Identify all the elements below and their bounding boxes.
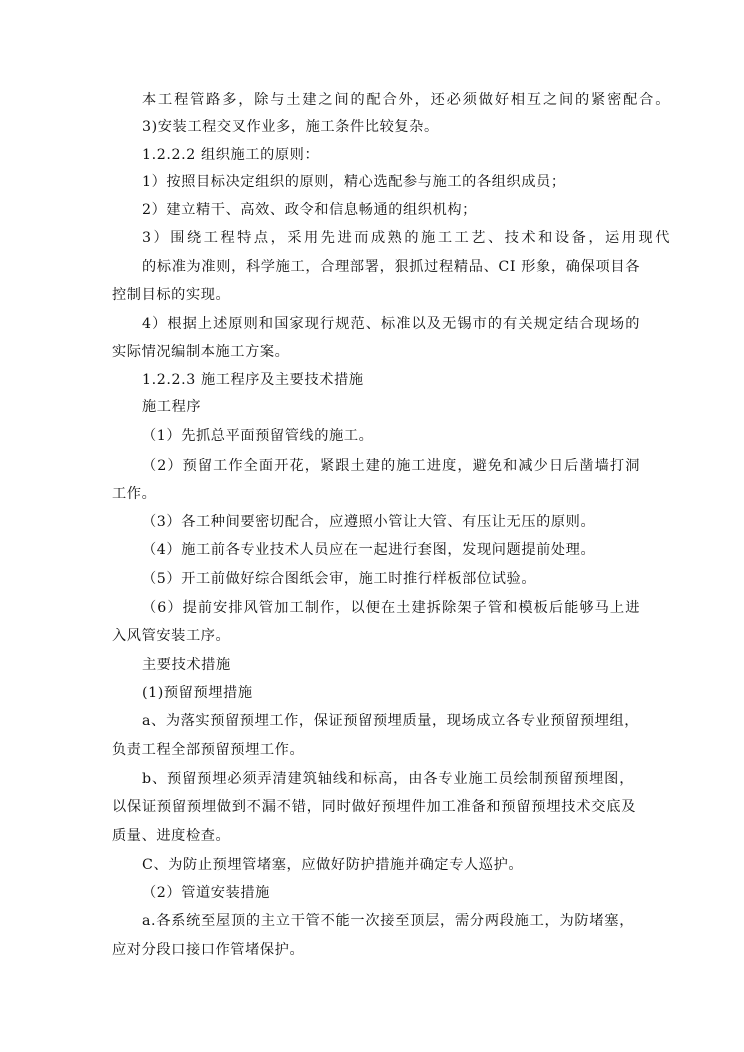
section-heading: 1.2.2.3 施工程序及主要技术措施 [142,372,364,388]
section-heading: 1.2.2.2 组织施工的原则： [142,147,320,163]
list-item: （2）预留工作全面开花，紧跟土建的施工进度，避免和减少日后凿墙打洞 [142,458,640,474]
list-item: （5）开工前做好综合图纸会审，施工时推行样板部位试验。 [142,571,537,587]
subheading: （2）管道安装措施 [142,885,270,901]
subheading: (1)预留预埋措施 [142,685,253,701]
list-item: （6）提前安排风管加工制作，以便在土建拆除架子管和模板后能够马上进 [142,600,640,616]
text-line: 本工程管路多，除与土建之间的配合外，还必须做好相互之间的紧密配合。 [142,92,670,108]
text-line: 3）围绕工程特点，采用先进而成熟的施工工艺、技术和设备，运用现代 [142,230,670,246]
text-line: a、为落实预留预埋工作，保证预留预埋质量，现场成立各专业预留预埋组， [142,713,640,729]
text-line: 应对分段口接口作管堵保护。 [112,942,305,958]
text-line: 以保证预留预埋做到不漏不错，同时做好预埋件加工准备和预留预埋技术交底及 [112,799,636,815]
list-item: （1）先抓总平面预留管线的施工。 [142,428,374,444]
text-line: 工作。 [112,486,157,502]
text-line: a.各系统至屋顶的主立干管不能一次接至顶层，需分两段施工，为防堵塞， [142,913,634,929]
text-line: 4）根据上述原则和国家现行规范、标准以及无锡市的有关规定结合现场的 [142,316,640,332]
text-line: 控制目标的实现。 [112,287,231,303]
text-line: C、为防止预埋管堵塞，应做好防护措施并确定专人巡护。 [142,857,524,873]
text-line: 入风管安装工序。 [112,628,231,644]
list-item: （4）施工前各专业技术人员应在一起进行套图，发现问题提前处理。 [142,542,596,558]
text-line: 1）按照目标决定组织的原则，精心选配参与施工的各组织成员； [142,174,566,190]
text-line: 2）建立精干、高效、政令和信息畅通的组织机构； [142,202,477,218]
text-line: b、预留预埋必须弄清建筑轴线和标高，由各专业施工员绘制预留预埋图， [142,771,634,787]
text-line: 3)安装工程交叉作业多，施工条件比较复杂。 [142,119,439,135]
text-line: 负责工程全部预留预埋工作。 [112,742,305,758]
text-line: 实际情况编制本施工方案。 [112,344,290,360]
subheading: 施工程序 [142,399,202,415]
text-line: 质量、进度检查。 [112,828,231,844]
text-line: 的标准为准则，科学施工，合理部署，狠抓过程精品、CI 形象，确保项目各 [142,259,640,275]
subheading: 主要技术措施 [142,657,231,673]
list-item: （3）各工种间要密切配合，应遵照小管让大管、有压让无压的原则。 [142,514,596,530]
